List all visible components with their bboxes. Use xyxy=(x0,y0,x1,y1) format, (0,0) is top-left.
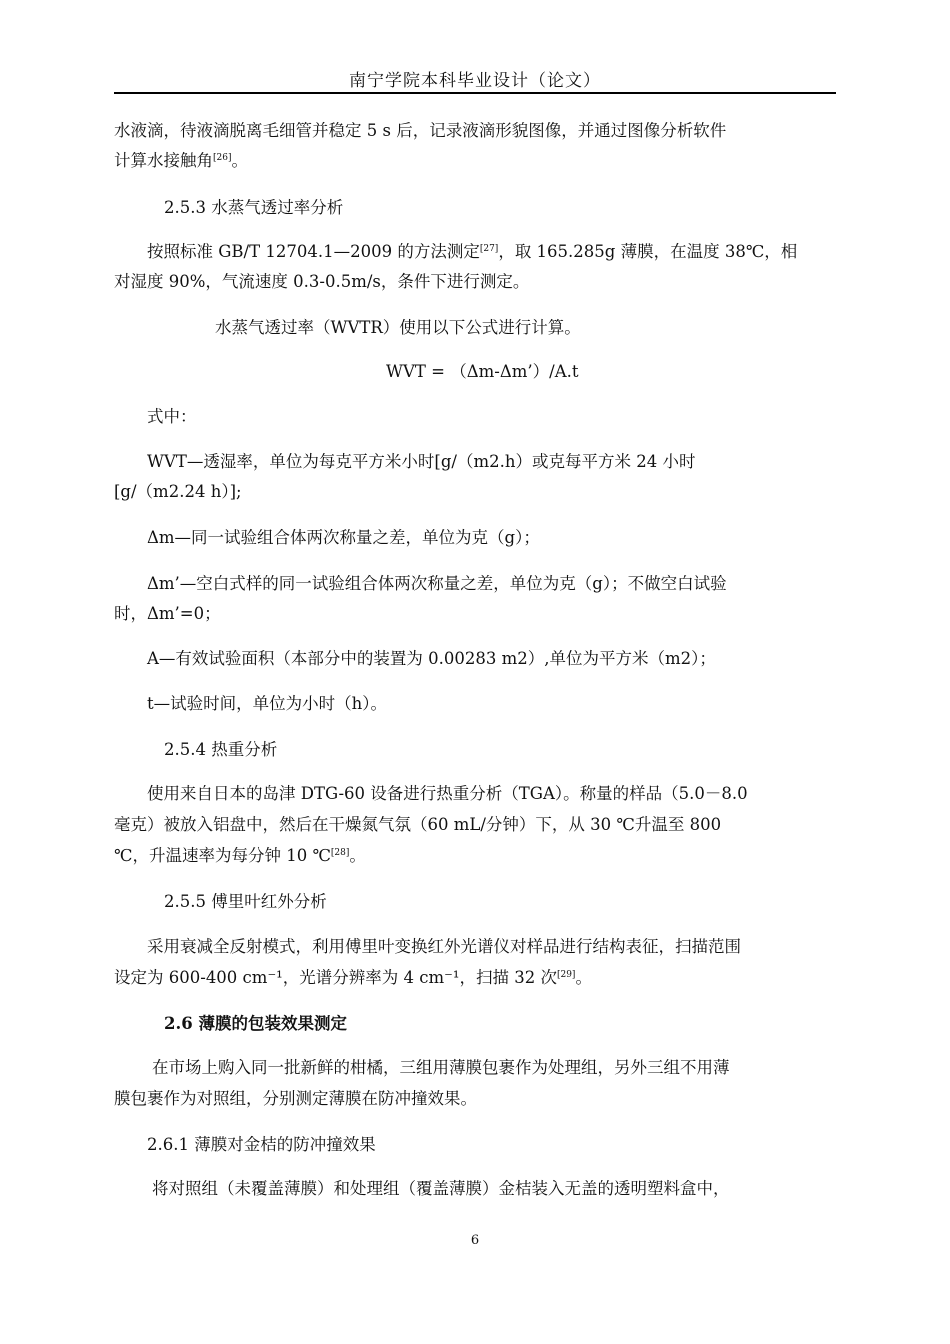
citation: [29] xyxy=(556,970,576,980)
body-line: 在市场上购入同一批新鲜的柑橘，三组用薄膜包裹作为处理组，另外三组不用薄 xyxy=(152,1058,730,1077)
page-number: 6 xyxy=(470,1233,480,1248)
header-divider xyxy=(114,92,836,94)
definition-line: 时，Δm’=0； xyxy=(114,604,221,623)
citation: [28] xyxy=(330,848,350,858)
body-line: 毫克）被放入铝盘中，然后在干燥氮气氛（60 mL/分钟）下，从 30 ℃升温至 800 xyxy=(114,815,722,834)
citation: [26] xyxy=(213,153,232,163)
definition-line: [g/（m2.24 h）]; xyxy=(114,482,242,501)
page-header: 南宁学院本科毕业设计（论文） xyxy=(349,71,601,91)
body-line: 将对照组（未覆盖薄膜）和处理组（覆盖薄膜）金桔装入无盖的透明塑料盒中， xyxy=(152,1179,730,1198)
body-line: 水蒸气透过率（WVTR）使用以下公式进行计算。 xyxy=(215,318,581,337)
body-line: 计算水接触角[26]。 xyxy=(114,151,248,170)
definition-line: Δm’—空白式样的同一试验组合体两次称量之差，单位为克（g）；不做空白试验 xyxy=(147,574,727,593)
section-heading: 2.6 薄膜的包装效果测定 xyxy=(164,1014,347,1033)
subsection-heading: 2.5.4 热重分析 xyxy=(164,740,278,759)
definition-line: t—试验时间，单位为小时（h）。 xyxy=(147,694,388,713)
definition-line: A—有效试验面积（本部分中的装置为 0.00283 m2）,单位为平方米（m2）； xyxy=(147,649,716,668)
body-line: 设定为 600-400 cm⁻¹，光谱分辨率为 4 cm⁻¹，扫描 32 次[29]。 xyxy=(114,968,592,987)
subsection-heading: 2.6.1 薄膜对金桔的防冲撞效果 xyxy=(147,1135,376,1154)
definition-line: Δm—同一试验组合体两次称量之差，单位为克（g）； xyxy=(147,528,540,547)
body-line: 采用衰减全反射模式，利用傅里叶变换红外光谱仪对样品进行结构表征，扫描范围 xyxy=(147,937,741,956)
formula: WVT = （Δm-Δm’）/A.t xyxy=(386,362,579,381)
subsection-heading: 2.5.5 傅里叶红外分析 xyxy=(164,892,327,911)
body-line: 对湿度 90%，气流速度 0.3-0.5m/s，条件下进行测定。 xyxy=(114,272,530,291)
body-line: 使用来自日本的岛津 DTG-60 设备进行热重分析（TGA）。称量的样品（5.0－8.0 xyxy=(147,784,748,803)
definition-line: WVT—透湿率，单位为每克平方米小时[g/（m2.h）或克每平方米 24 小时 xyxy=(147,452,696,471)
subsection-heading: 2.5.3 水蒸气透过率分析 xyxy=(164,198,344,217)
body-line: ℃，升温速率为每分钟 10 ℃[28]。 xyxy=(114,846,366,865)
body-line: 式中： xyxy=(147,407,197,426)
body-line: 按照标准 GB/T 12704.1—2009 的方法测定[27]，取 165.285g 薄膜，在温度 38℃，相 xyxy=(147,242,798,261)
body-line: 膜包裹作为对照组，分别测定薄膜在防冲撞效果。 xyxy=(114,1089,477,1108)
body-line: 水液滴，待液滴脱离毛细管并稳定 5 s 后，记录液滴形貌图像，并通过图像分析软件 xyxy=(114,121,727,140)
citation: [27] xyxy=(479,244,499,254)
